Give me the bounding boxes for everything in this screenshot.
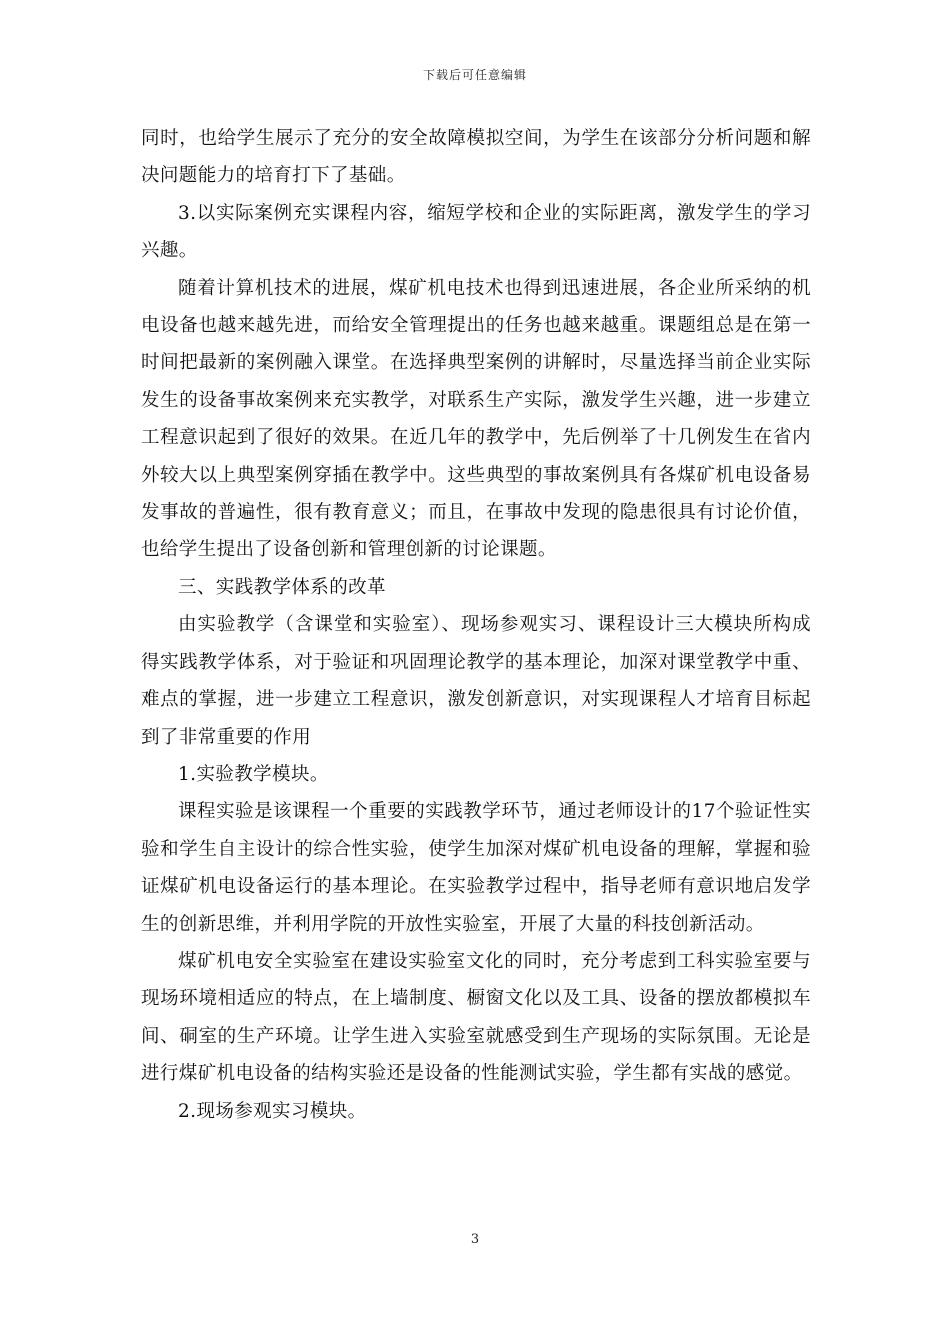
subsection-heading-2: 2.现场参观实习模块。: [178, 1100, 367, 1122]
subsection-heading-1: 1.实验教学模块。: [178, 763, 329, 785]
paragraph-1: 同时，也给学生展示了充分的安全故障模拟空间，为学生在该部分分析问题和解决问题能力的培育打下了基础。: [141, 128, 811, 187]
section-heading: 三、实践教学体系的改革: [178, 576, 386, 598]
page-number: 3: [470, 1232, 480, 1247]
document-body: [141, 120, 811, 1130]
paragraph-3: 随着计算机技术的进展，煤矿机电技术也得到迅速进展，各企业所采纳的机电设备也越来越先进，而给安全管理提出的任务也越来越重。课题组总是在第一时间把最新的案例融入课堂。在选择典型案例的讲解时，尽量选择当前企业实际发生的设备事故案例来充实教学，对联系生产实际，激发学生兴趣，进一步建立工程意识起到了很好的效果。在近几年的教学中，先后例举了十几例发生在省内外较大以上典型案例穿插在教学中。这些典型的事故案例具有各煤矿机电设备易发事故的普遍性，很有教育意义；而且，在事故中发现的隐患很具有讨论价值，也给学生提出了设备创新和管理创新的讨论课题。: [141, 277, 811, 561]
paragraph-8: 煤矿机电安全实验室在建设实验室文化的同时，充分考虑到工科实验室要与现场环境相适应的特点，在上墙制度、橱窗文化以及工具、设备的摆放都模拟车间、硐室的生产环境。让学生进入实验室就感受到生产现场的实际氛围。无论是进行煤矿机电设备的结构实验还是设备的性能测试实验，学生都有实战的感觉。: [141, 950, 811, 1085]
paragraph-5: 由实验教学（含课堂和实验室）、现场参观实习、课程设计三大模块所构成得实践教学体系，对于验证和巩固理论教学的基本理论，加深对课堂教学中重、难点的掌握，进一步建立工程意识，激发创新意识，对实现课程人才培育目标起到了非常重要的作用: [141, 614, 811, 748]
page-header: 下载后可任意编辑: [422, 68, 527, 82]
paragraph-2: 3.以实际案例充实课程内容，缩短学校和企业的实际距离，激发学生的学习兴趣。: [141, 202, 811, 262]
paragraph-7: 课程实验是该课程一个重要的实践教学环节，通过老师设计的17个验证性实验和学生自主设计的综合性实验，使学生加深对煤矿机电设备的理解，掌握和验证煤矿机电设备运行的基本理论。在实验教学过程中，指导老师有意识地启发学生的创新思维，并利用学院的开放性实验室，开展了大量的科技创新活动。: [141, 801, 811, 935]
